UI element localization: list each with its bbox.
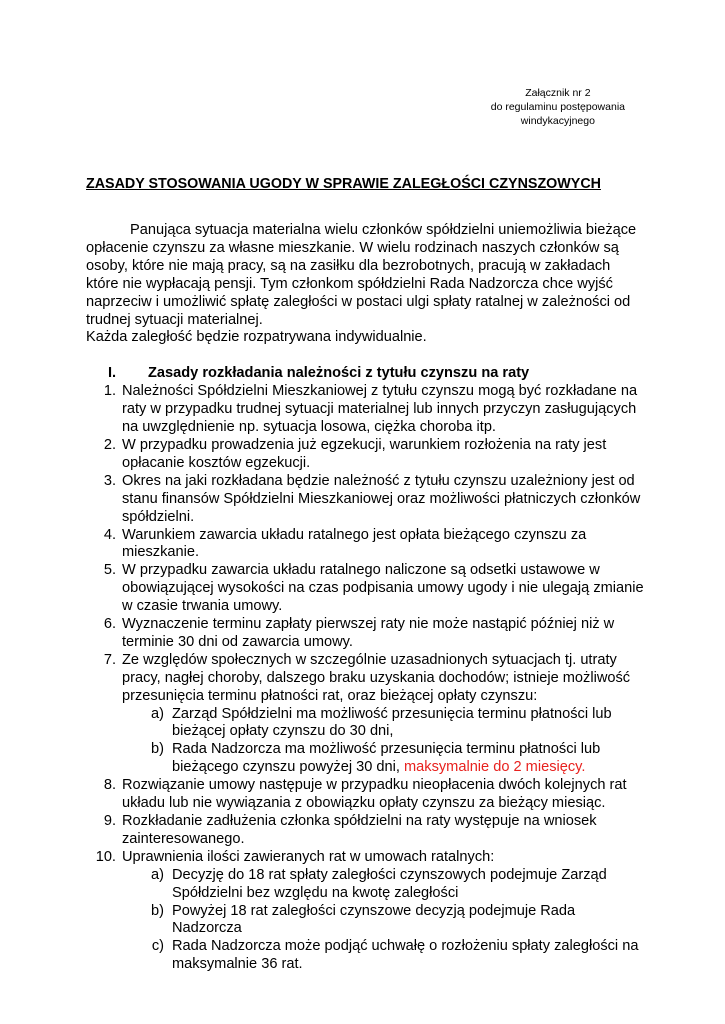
list-marker: 9. <box>103 813 116 829</box>
sub-list-marker: a) <box>151 705 164 722</box>
annex-line-1: Załącznik nr 2 <box>525 87 591 99</box>
sub-list-item <box>122 938 646 974</box>
list-marker: 1. <box>103 383 116 400</box>
sub-list <box>122 867 646 974</box>
list-marker: 7. <box>103 651 116 668</box>
list-marker: 3. <box>103 472 116 489</box>
section-heading <box>86 365 646 383</box>
list-item-text: Należności Spółdzielni Mieszkaniowej z tytułu czynszu mogą być rozkładane na raty w przypadku trudnej sytuacji materialnej lub innych przyczyn zasługujących na uwzględnienie np. sytuacja losowa, ciężka choroba itp. <box>122 383 638 436</box>
list-item <box>86 652 646 777</box>
list-item <box>86 562 646 616</box>
rules-list <box>86 383 646 974</box>
intro-paragraph: Panująca sytuacja materialna wielu członków spółdzielni uniemożliwia bieżące opłacenie czynszu za własne mieszkanie. W wielu rodzinach naszych członków są osoby, które nie mają pracy, są na zasiłku dla bezrobotnych, pracują w zakładach które nie wypłacają pensji. Tym członkom spółdzielni Rada Nadzorcza chce wyjść naprzeciw i umożliwić spłatę zaległości w postaci ulgi spłaty ratalnej w zależności od trudnej sytuacji materialnej. <box>86 222 637 328</box>
sub-list-item <box>122 903 646 939</box>
list-item-text: Rozkładanie zadłużenia członka spółdzielni na raty występuje na wniosek zainteresowanego. <box>122 813 597 847</box>
list-item-text: Wyznaczenie terminu zapłaty pierwszej raty nie może nastąpić później niż w terminie 30 dni od zawarcia umowy. <box>122 616 615 650</box>
sub-list-item-text: Rada Nadzorcza może podjąć uchwałę o rozłożeniu spłaty zaległości na maksymalnie 36 rat. <box>172 938 639 973</box>
list-item-text: Okres na jaki rozkładana będzie należność z tytułu czynszu uzależniony jest od stanu finansów Spółdzielni Mieszkaniowej oraz możliwości płatniczych członków spółdzielni. <box>122 472 641 525</box>
list-item <box>86 473 646 527</box>
sub-list-item-text: Zarząd Spółdzielni ma możliwość przesunięcia terminu płatności lub bieżącej opłaty czynszu do 30 dni, <box>172 705 612 740</box>
list-item-text: W przypadku zawarcia układu ratalnego naliczone są odsetki ustawowe w obowiązującej wysokości na czas podpisania umowy ugody i nie ulegają zmianie w czasie trwania umowy. <box>122 562 644 615</box>
sub-list-item <box>122 706 646 742</box>
list-marker: 8. <box>103 777 116 794</box>
sub-list-item <box>122 867 646 903</box>
annex-note <box>491 86 625 128</box>
list-item <box>86 616 646 652</box>
highlighted-text: maksymalnie do 2 miesięcy. <box>404 759 586 776</box>
list-marker: 10. <box>95 848 116 865</box>
list-item <box>86 813 646 849</box>
sub-list-marker: b) <box>151 902 164 919</box>
annex-line-3: windykacyjnego <box>520 115 595 127</box>
sub-list-item-text: Decyzję do 18 rat spłaty zaległości czynszowych podejmuje Zarząd Spółdzielni bez względu na kwotę zaległości <box>172 866 607 901</box>
list-item-text: Uprawnienia ilości zawieranych rat w umowach ratalnych: <box>122 848 495 865</box>
section-title: Zasady rozkładania należności z tytułu czynszu na raty <box>148 365 530 382</box>
list-item <box>86 777 646 813</box>
list-marker: 5. <box>103 562 116 579</box>
list-item-text: Rozwiązanie umowy następuje w przypadku nieopłacenia dwóch kolejnych rat układu lub nie wywiązania z obowiązku opłaty czynszu za bieżący miesiąc. <box>122 777 627 812</box>
sub-list-item-text <box>172 741 646 777</box>
list-item-text: Warunkiem zawarcia układu ratalnego jest opłata bieżącego czynszu za mieszkanie. <box>122 526 587 561</box>
sub-list-item-main-text: Rada Nadzorcza ma możliwość przesunięcia terminu płatności lub bieżącego czynszu powyżej 30 dni, <box>172 741 601 776</box>
annex-line-2: do regulaminu postępowania <box>490 101 625 113</box>
list-item-text: W przypadku prowadzenia już egzekucji, warunkiem rozłożenia na raty jest opłacanie kosztów egzekucji. <box>122 436 607 471</box>
list-item-body <box>122 652 646 777</box>
sub-list-marker: b) <box>151 741 164 758</box>
list-marker: 6. <box>103 616 116 633</box>
list-item-text: Ze względów społecznych w szczególnie uzasadnionych sytuacjach tj. utraty pracy, nagłej choroby, dalszego braku uzyskania dochodów; istnieje możliwość przesunięcia terminu płatności rat, oraz bieżącej opłaty czynszu: <box>122 651 631 704</box>
sub-list <box>122 706 646 778</box>
list-marker: 4. <box>103 526 116 543</box>
list-marker: 2. <box>103 436 116 453</box>
closing-sentence: Każda zaległość będzie rozpatrywana indywidualnie. <box>86 329 427 346</box>
document-body <box>86 222 646 974</box>
sub-list-marker: a) <box>151 866 164 883</box>
list-item <box>86 383 646 437</box>
list-item <box>86 437 646 473</box>
sub-list-marker: c) <box>151 938 164 955</box>
sub-list-item-text: Powyżej 18 rat zaległości czynszowe decyzją podejmuje Rada Nadzorcza <box>172 902 576 937</box>
document-title: ZASADY STOSOWANIA UGODY W SPRAWIE ZALEGŁOŚCI CZYNSZOWYCH <box>86 176 601 192</box>
list-item <box>86 849 646 974</box>
section-number: I. <box>108 365 117 382</box>
list-item <box>86 527 646 563</box>
list-item-body <box>122 849 646 974</box>
sub-list-item <box>122 741 646 777</box>
